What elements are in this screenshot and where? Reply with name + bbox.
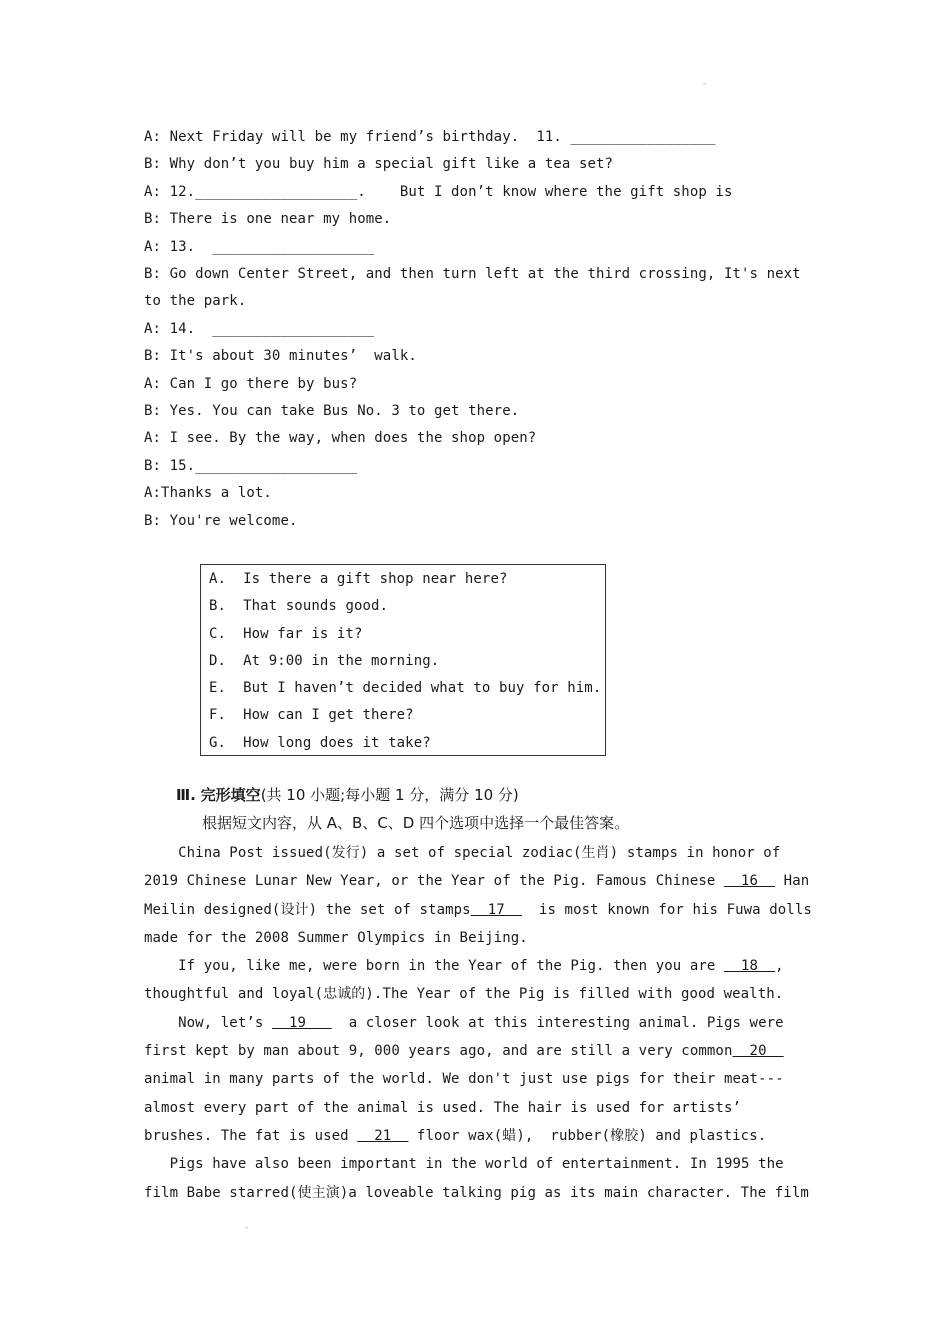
passage-line <box>144 1009 814 1037</box>
passage-line <box>144 1122 814 1150</box>
blank-17: 17 <box>470 901 522 918</box>
option-item: C. How far is it? <box>209 625 363 642</box>
dialog-line: B: 15.___________________ <box>144 457 358 474</box>
passage-line: thoughtful and loyal(忠诚的).The Year of the Pig is filled with good wealth. <box>144 986 784 1003</box>
dialog-line: B: You're welcome. <box>144 512 298 529</box>
page-mark-top: 。 <box>703 77 711 86</box>
dialog-line: A: Next Friday will be my friend’s birthday. 11. _________________ <box>144 129 716 145</box>
passage-line <box>144 896 814 924</box>
section-instruction: 根据短文内容，从 A、B、C、D 四个选项中选择一个最佳答案。 <box>202 814 630 832</box>
blank-19: 19 <box>271 1014 332 1031</box>
dialog-line: A:Thanks a lot. <box>144 485 272 502</box>
option-item: F. How can I get there? <box>209 707 414 724</box>
passage-text: 2019 Chinese Lunar New Year, or the Year of the Pig. Famous Chinese <box>144 873 724 890</box>
cloze-passage <box>144 839 814 1207</box>
passage-text: a closer look at this interesting animal. Pigs were <box>331 1014 784 1031</box>
section-number: Ⅲ. <box>176 786 196 804</box>
options-box <box>200 564 606 756</box>
passage-text: Han <box>775 873 810 890</box>
dialog-line: A: Can I go there by bus? <box>144 375 358 392</box>
blank-18: 18 <box>723 958 776 975</box>
dialog-line: to the park. <box>144 293 247 310</box>
dialog-line: B: It's about 30 minutes’ walk. <box>144 348 417 365</box>
dialog-section <box>144 124 824 535</box>
option-item: G. How long does it take? <box>209 734 431 751</box>
passage-text: Meilin designed(设计) the set of stamps <box>144 901 471 918</box>
passage-text: first kept by man about 9, 000 years ago, and are still a very common <box>144 1043 733 1060</box>
passage-line <box>144 867 814 895</box>
passage-text: If you, like me, were born in the Year of the Pig. then you are <box>144 958 724 975</box>
dialog-line: A: 14. ___________________ <box>144 320 375 337</box>
blank-21: 21 <box>357 1127 409 1144</box>
passage-text: is most known for his Fuwa dolls <box>521 901 812 918</box>
passage-line: China Post issued(发行) a set of special zodiac(生肖) stamps in honor of <box>144 845 781 861</box>
passage-line: animal in many parts of the world. We don't just use pigs for their meat--- <box>144 1071 784 1088</box>
dialog-line: B: Go down Center Street, and then turn left at the third crossing, It's next <box>144 266 801 283</box>
passage-line: Pigs have also been important in the world of entertainment. In 1995 the <box>144 1156 784 1173</box>
section-title: 完形填空 <box>200 786 261 804</box>
passage-line: made for the 2008 Summer Olympics in Beijing. <box>144 929 528 946</box>
dialog-line: A: I see. By the way, when does the shop open? <box>144 430 537 447</box>
passage-text: Now, let’s <box>144 1014 272 1031</box>
passage-line <box>144 952 814 980</box>
option-item: B. That sounds good. <box>209 598 389 615</box>
blank-20: 20 <box>732 1043 784 1060</box>
section-note: (共 10 小题;每小题 1 分，满分 10 分) <box>260 786 519 804</box>
blank-16: 16 <box>723 873 776 890</box>
dialog-line: A: 13. ___________________ <box>144 238 375 255</box>
dialog-line: A: 12.___________________. But I don’t know where the gift shop is <box>144 183 733 200</box>
page-mark-bottom: 。 <box>245 1221 253 1230</box>
passage-text: floor wax(蜡), rubber(橡胶) and plastics. <box>408 1127 767 1144</box>
passage-text: , <box>775 958 784 975</box>
dialog-line: B: There is one near my home. <box>144 211 392 228</box>
passage-line: film Babe starred(使主演)a loveable talking pig as its main character. The film <box>144 1184 809 1201</box>
section-heading <box>176 784 519 805</box>
passage-line: almost every part of the animal is used. The hair is used for artists’ <box>144 1099 742 1116</box>
dialog-line: B: Why don’t you buy him a special gift like a tea set? <box>144 156 614 173</box>
passage-text: brushes. The fat is used <box>144 1127 358 1144</box>
option-item: D. At 9:00 in the morning. <box>209 652 440 669</box>
dialog-line: B: Yes. You can take Bus No. 3 to get there. <box>144 403 520 420</box>
passage-line <box>144 1037 814 1065</box>
option-item: A. Is there a gift shop near here? <box>209 571 508 587</box>
option-item: E. But I haven’t decided what to buy for him. <box>209 680 602 697</box>
